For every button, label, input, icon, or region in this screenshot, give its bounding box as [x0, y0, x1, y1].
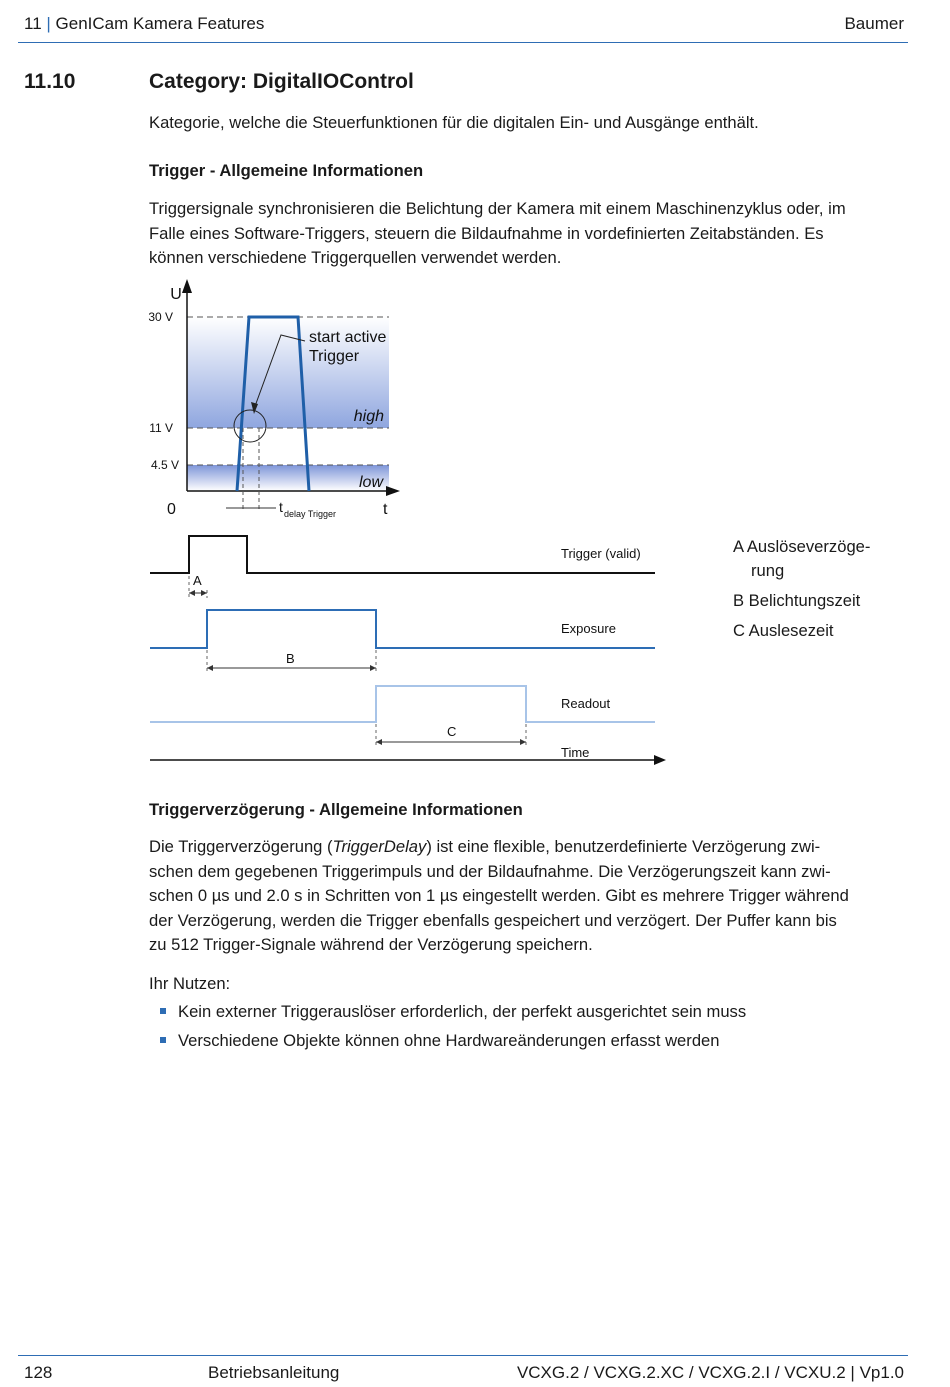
trigger-line: Falle eines Software-Triggers, steuern die Bildaufnahme in vordefinierten Zeitabständen. Es: [149, 223, 824, 243]
document-type: Betriebsanleitung: [208, 1363, 340, 1382]
label-c: C: [447, 724, 457, 739]
trigger-heading: Trigger - Allgemeine Informationen: [149, 161, 424, 180]
bullet-item: [160, 1031, 720, 1051]
level-label-30v: 30 V: [148, 310, 173, 324]
delay-line: zu 512 Trigger-Signale während der Verzögerung speichern.: [149, 935, 593, 955]
legend-b: B Belichtungszeit: [733, 591, 861, 610]
dim-c-arrow-left: [376, 739, 382, 745]
t-axis-label: t: [383, 501, 388, 518]
timing-diagram: [150, 536, 666, 765]
trigger-line: können verschiedene Triggerquellen verwendet werden.: [149, 248, 562, 268]
origin-label: 0: [167, 501, 176, 518]
legend-a-line-1: A Auslöseverzöge-: [733, 537, 871, 556]
t-delay-label: t: [279, 499, 283, 515]
bullet-text: Kein externer Triggerauslöser erforderlich, der perfekt ausgerichtet sein muss: [178, 1002, 747, 1021]
delay-line: schen dem gegebenen Triggerimpuls und der Bildaufnahme. Die Verzögerungszeit kann zwi-: [149, 861, 831, 881]
header-separator: |: [46, 14, 51, 33]
bullet-square-icon: [160, 1037, 166, 1043]
level-label-11v: 11 V: [149, 421, 173, 435]
u-axis-label: U: [170, 286, 182, 303]
delay-paragraph: [149, 835, 909, 958]
dim-b-arrow-left: [207, 665, 213, 671]
section-intro: Kategorie, welche die Steuerfunktionen für die digitalen Ein- und Ausgänge enthält.: [149, 113, 759, 132]
timing-legend: [733, 535, 870, 643]
delay-line-end: ) ist eine flexible, benutzerdefinierte Verzögerung zwi-: [426, 837, 821, 856]
readout-signal-label: Readout: [561, 696, 611, 711]
label-a: A: [193, 573, 202, 588]
delay-heading: Triggerverzögerung - Allgemeine Informationen: [149, 800, 523, 819]
voltage-diagram: [148, 279, 400, 519]
dim-b-arrow-right: [370, 665, 376, 671]
bullet-square-icon: [160, 1008, 166, 1014]
time-axis-arrow: [654, 755, 666, 765]
legend-a-line-2: rung: [751, 561, 785, 580]
t-axis-arrow: [386, 486, 400, 496]
legend-c: C Auslesezeit: [733, 621, 834, 640]
section-title: Category: DigitalIOControl: [149, 70, 414, 93]
bullet-text: Verschiedene Objekte können ohne Hardwareänderungen erfasst werden: [178, 1031, 720, 1050]
delay-line: schen 0 µs und 2.0 s in Schritten von 1 µs eingestellt werden. Gibt es mehrere Trigger während: [149, 886, 849, 906]
delay-line: [149, 835, 909, 860]
model-list: VCXG.2 / VCXG.2.XC / VCXG.2.I / VCXU.2 | Vp1.0: [516, 1363, 904, 1382]
annotation-line-2: Trigger: [309, 348, 360, 365]
benefit-label: Ihr Nutzen:: [149, 974, 231, 993]
trigger-signal-label: Trigger (valid): [561, 546, 641, 561]
dim-a-arrow-left: [189, 590, 195, 596]
delay-line: der Verzögerung, werden die Trigger ebenfalls gespeichert und verzögert. Der Puffer kann bis: [149, 910, 837, 930]
dim-c-arrow-right: [520, 739, 526, 745]
trigger-line: Triggersignale synchronisieren die Belichtung der Kamera mit einem Maschinenzyklus oder, im: [149, 199, 846, 218]
time-axis-label: Time: [561, 745, 590, 760]
footer-divider: [18, 1355, 908, 1356]
exposure-signal-label: Exposure: [561, 621, 616, 636]
section-number: 11.10: [24, 70, 76, 93]
high-label: high: [353, 408, 384, 425]
u-axis-arrow: [182, 279, 192, 293]
low-label: low: [358, 474, 383, 491]
label-b: B: [286, 651, 295, 666]
bullet-item: [160, 1002, 746, 1022]
trigger-delay-term: TriggerDelay: [332, 837, 427, 856]
chapter-title: GenICam Kamera Features: [55, 14, 265, 33]
level-label-45v: 4.5 V: [150, 458, 179, 472]
delay-line-start: Die Triggerverzögerung (: [149, 837, 333, 856]
brand-name: Baumer: [844, 14, 904, 33]
chapter-number: 11: [24, 14, 42, 33]
t-delay-subscript: delay Trigger: [284, 509, 337, 519]
page-number: 128: [24, 1363, 53, 1382]
annotation-line-1: start active: [309, 329, 387, 346]
dim-a-arrow-right: [201, 590, 207, 596]
